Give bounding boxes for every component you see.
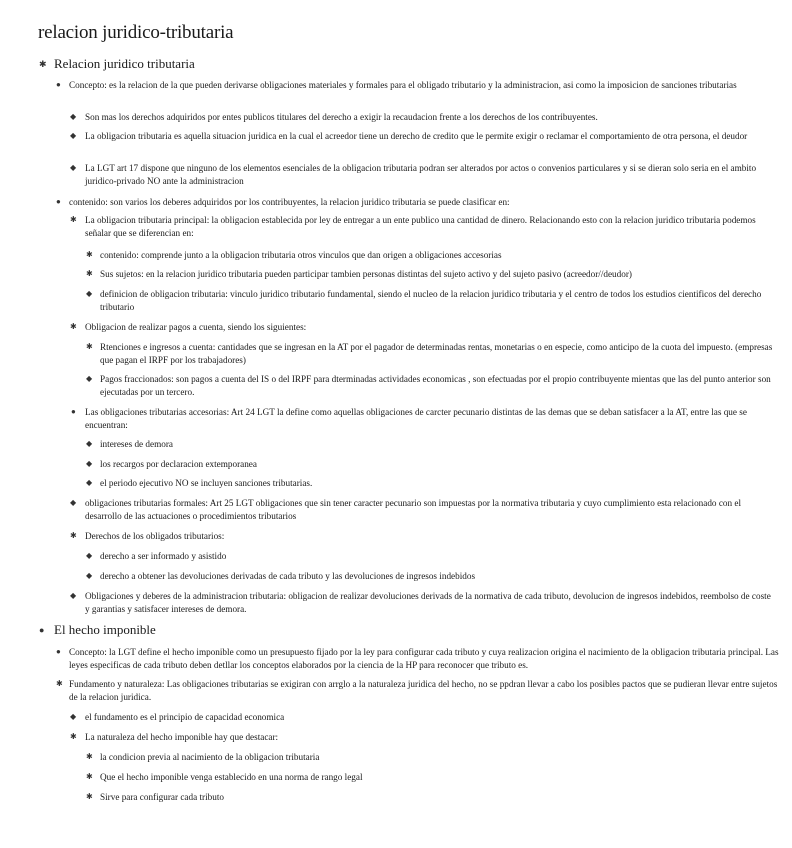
circle-bullet-icon: ●	[71, 407, 76, 416]
list-item: Fundamento y naturaleza: Las obligaciones tributarias se exigiran con arrglo a la naturaleza juridica del hecho, no se ppdran llevar a cabo los posibles pactos que se pudieran llevar entre sujetos de la relacion juridica.	[69, 679, 778, 702]
diamond-bullet-icon: ◆	[70, 591, 77, 600]
diamond-bullet-icon: ◆	[70, 131, 77, 140]
diamond-bullet-icon: ◆	[86, 478, 93, 487]
list-item: Pagos fraccionados: son pagos a cuenta del IS o del IRPF para dterminadas actividades economicas , son efectuadas por el propio contribuyente mientas que las del punto anterior son ejecutadas por un tercero.	[100, 374, 771, 397]
list-item: Obligaciones y deberes de la administracion tributaria: obligacion de realizar devoluciones derivads de la normativa de cada tributo, devolucion de ingresos indebidos, reembolso de coste y garantias y satisfacer intereses de demora.	[85, 591, 771, 614]
list-item: Rtenciones e ingresos a cuenta: cantidades que se ingresan en la AT por el pagador de determinadas rentas, monetarias o en especie, como anticipo de la cuota del impuesto. (empresas que pagan el IRPF por los trabajadores)	[100, 342, 773, 365]
list-item: Son mas los derechos adquiridos por entes publicos titulares del derecho a exigir la recaudacion frente a los derechos de los contribuyentes.	[85, 112, 598, 122]
section-heading: El hecho imponible	[54, 622, 156, 637]
list-item: La LGT art 17 dispone que ninguno de los elementos esenciales de la obligacion tributaria podran ser alterados por actos o convenios particulares y si se dieran solo seria en el ambito juridico-privado NO ante la administracion	[85, 163, 757, 186]
list-item: obligaciones tributarias formales: Art 25 LGT obligaciones que sin tener caracter pecunario son impuestas por la normativa tributaria y cuyo cumplimiento esta relacionado con el desarrollo de las actuaciones o procedimientos tributarios	[85, 498, 742, 521]
star-bullet-icon: ✱	[56, 679, 63, 688]
list-item: derecho a ser informado y asistido	[100, 551, 227, 561]
star-bullet-icon: ✱	[70, 215, 77, 224]
star-bullet-icon: ✱	[86, 752, 93, 761]
circle-bullet-icon: ●	[56, 647, 61, 656]
list-item: Las obligaciones tributarias accesorias: Art 24 LGT la define como aquellas obligaciones de carcter pecunario distintas de las demas que se deban satisfacer a la AT, entre las que se encuentran:	[85, 407, 747, 430]
circle-bullet-icon: ●	[39, 625, 45, 635]
list-item: La naturaleza del hecho imponible hay que destacar:	[85, 732, 279, 742]
diamond-bullet-icon: ◆	[86, 571, 93, 580]
star-bullet-icon: ✱	[86, 342, 93, 351]
diamond-bullet-icon: ◆	[86, 551, 93, 560]
star-bullet-icon: ✱	[86, 250, 93, 259]
page-title: relacion juridico-tributaria	[38, 22, 234, 43]
list-item: Sus sujetos: en la relacion juridico tributaria pueden participar tambien personas distintas del sujeto activo y del sujeto pasivo (acreedor//deudor)	[100, 269, 632, 279]
diamond-bullet-icon: ◆	[70, 712, 77, 721]
list-item: Concepto: es la relacion de la que pueden derivarse obligaciones materiales y formales para el obligado tributario y la administracion, asi como la imposicion de sanciones tributarias	[69, 80, 737, 90]
list-item: contenido: comprende junto a la obligacion tributaria otros vinculos que dan origen a obligaciones accesorias	[100, 250, 502, 260]
diamond-bullet-icon: ◆	[70, 163, 77, 172]
star-bullet-icon: ✱	[39, 59, 47, 69]
list-item: el periodo ejecutivo NO se incluyen sanciones tributarias.	[100, 478, 313, 488]
list-item: Obligacion de realizar pagos a cuenta, siendo los siguientes:	[85, 322, 307, 332]
star-bullet-icon: ✱	[70, 531, 77, 540]
list-item: intereses de demora	[100, 439, 173, 449]
list-item: derecho a obtener las devoluciones derivadas de cada tributo y las devoluciones de ingresos indebidos	[100, 571, 476, 581]
list-item: el fundamento es el principio de capacidad economica	[85, 712, 285, 722]
list-item: La obligacion tributaria principal: la obligacion establecida por ley de entregar a un ente publico una cantidad de dinero. Relacionando esto con la relacion juridico tributaria podemos señalar que se diferencian en:	[85, 215, 756, 238]
star-bullet-icon: ✱	[86, 792, 93, 801]
list-item: definicion de obligacion tributaria: vinculo juridico tributario fundamental, siendo el nucleo de la relacion juridico tributaria y el centro de todos los estudios cientificos del derecho tributario	[100, 289, 762, 312]
diamond-bullet-icon: ◆	[86, 439, 93, 448]
diamond-bullet-icon: ◆	[70, 498, 77, 507]
circle-bullet-icon: ●	[56, 80, 61, 89]
diamond-bullet-icon: ◆	[70, 112, 77, 121]
list-item: Sirve para configurar cada tributo	[100, 792, 224, 802]
star-bullet-icon: ✱	[86, 269, 93, 278]
list-item: Que el hecho imponible venga establecido en una norma de rango legal	[100, 772, 363, 782]
list-item: los recargos por declaracion extemporanea	[100, 459, 257, 469]
star-bullet-icon: ✱	[70, 322, 77, 331]
list-item: la condicion previa al nacimiento de la obligacion tributaria	[100, 752, 320, 762]
list-item: contenido: son varios los deberes adquiridos por los contribuyentes, la relacion juridico tributaria se puede clasificar en:	[69, 197, 510, 207]
diamond-bullet-icon: ◆	[86, 289, 93, 298]
list-item: Concepto: la LGT define el hecho imponible como un presupuesto fijado por la ley para configurar cada tributo y cuya realizacion origina el nacimiento de la obligacion tributaria principal. Las leyes especificas de cada tributo deben detllar los conceptos elaborados por la ciencia de la HP para reconocer que tributo es.	[69, 647, 779, 670]
star-bullet-icon: ✱	[86, 772, 93, 781]
diamond-bullet-icon: ◆	[86, 459, 93, 468]
circle-bullet-icon: ●	[56, 197, 61, 206]
section-heading: Relacion juridico tributaria	[54, 56, 195, 71]
star-bullet-icon: ✱	[70, 732, 77, 741]
list-item: La obligacion tributaria es aquella situacion juridica en la cual el acreedor tiene un derecho de credito que le permite exigir o reclamar el comportamiento de otra persona, el deudor	[85, 131, 748, 141]
list-item: Derechos de los obligados tributarios:	[85, 531, 225, 541]
diamond-bullet-icon: ◆	[86, 374, 93, 383]
